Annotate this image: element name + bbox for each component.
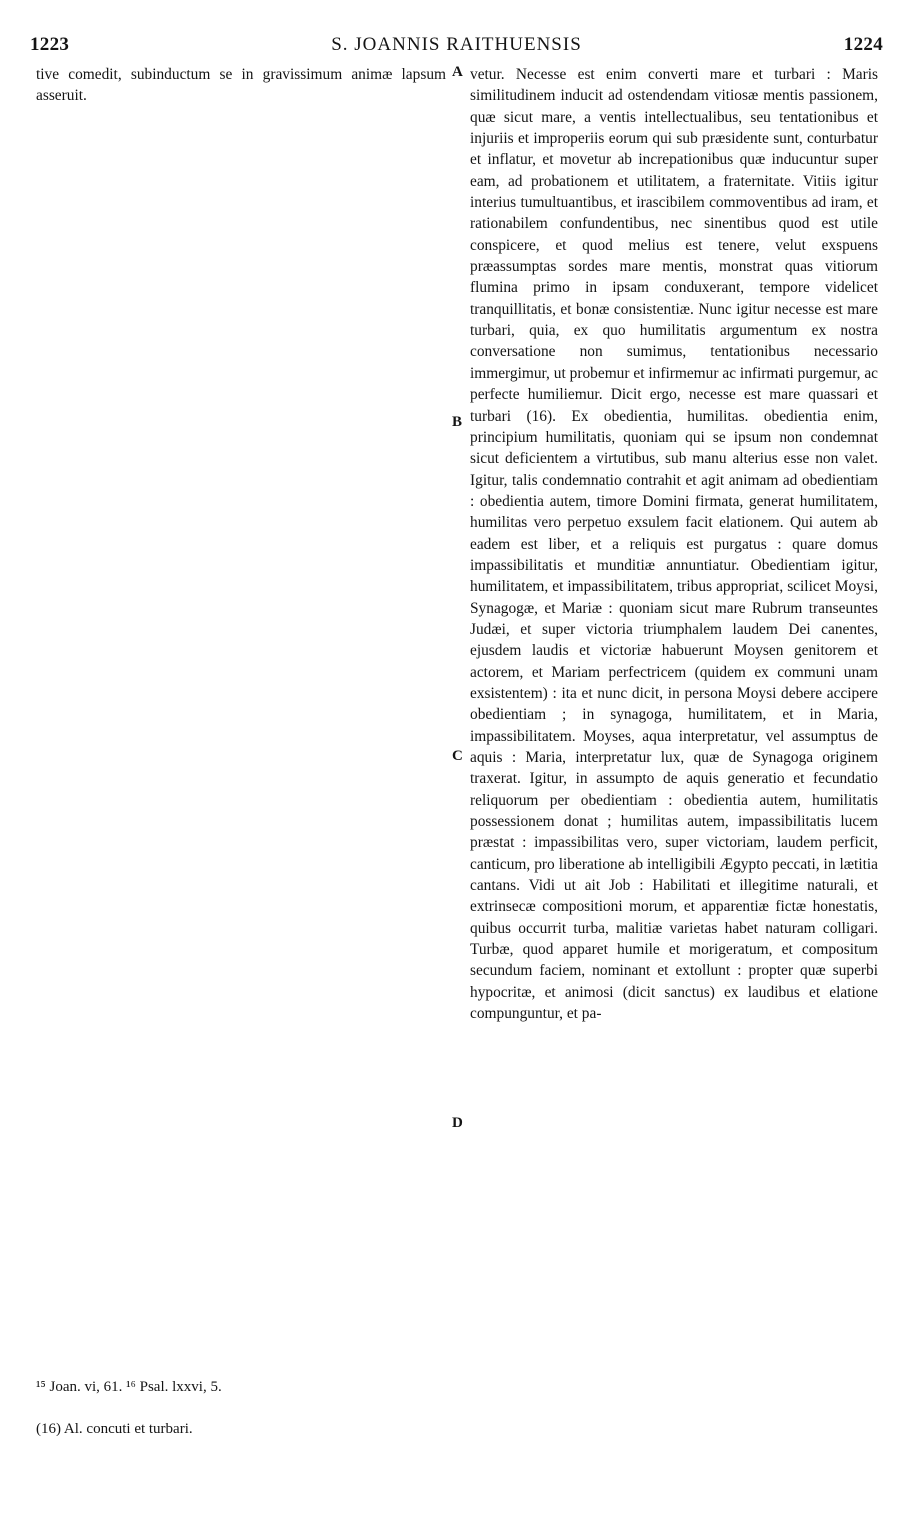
page-header: [30, 34, 883, 64]
variant-footnote: (16) Al. concuti et turbari.: [36, 1421, 193, 1437]
left-column: [36, 64, 446, 107]
left-paragraph-1: tive comedit, subinductum se in gravissimum animæ lapsum asseruit.: [36, 66, 446, 105]
margin-letter-a: A: [452, 64, 463, 80]
margin-letter-c: C: [452, 748, 463, 764]
page-number-right: 1224: [843, 34, 883, 55]
right-column: [470, 64, 878, 1024]
page-number-left: 1223: [30, 34, 70, 55]
margin-letter-d: D: [452, 1115, 463, 1131]
right-paragraph-1: vetur. Necesse est enim converti mare et turbari : Maris similitudinem inducit ad ostendendam vitiosæ mentis passionem, quæ sicut mare, a ventis intellectualibus, seu tentationibus et injuriis et improperiis eorum qui sub præsidente sunt, conturbatur et inflatur, et movetur ab increpationibus quæ inducuntur super eam, ad probationem et utilitatem, a fraternitate. Vitiis igitur interius tumultuantibus, et irascibilem commoventibus ad iram, et rationabilem confundentibus, nec sinentibus quod est utile conspicere, et quod melius est tenere, velut exspuens præassumptas sordes mare mentis, monstrat quas vitiorum flumina primo in ipsam conduxerant, tempore videlicet tranquillitatis, et bonæ consistentiæ. Nunc igitur necesse est mare turbari, quia, ex quo humilitatis argumentum ex nostra conversatione non sumimus, tentationibus necessario immergimur, ut probemur et infirmemur ac infirmati purgemur, ac perfecte humiliemur. Dicit ergo, necesse est mare quassari et turbari (16). Ex obedientia, humilitas. obedientia enim, principium humilitatis, quoniam qui se ipsum non condemnat sicut deficientem a virtutibus, sub manu alterius esse non valet. Igitur, talis condemnatio contrahit et agit animam ad obedientiam : obedientia autem, timore Domini firmata, generat humilitatem, humilitas vero perpetuo exsulem facit elationem. Qui autem ab eadem est liber, et a reliquis est purgatus : quare domus impassibilitatis et munditiæ annuntiatur. Obedientiam igitur, humilitatem, et impassibilitatem, tribus appropriat, scilicet Moysi, Synagogæ, et Mariæ : quoniam sicut mare Rubrum transeuntes Judæi, et super victoria triumphalem laudem Dei canentes, ejusdem laudis et victoriæ habuerunt Moysen genitorem et actorem, et Mariam perfectricem (quidem ex communi unam exsistentem) : ita et nunc dicit, in persona Moysi debere accipere obedientiam ; in synagoga, humilitatem, et in Maria, impassibilitatem. Moyses, aqua interpretatur, vel assumptus de aquis : Maria, interpretatur lux, quæ de Synagoga originem traxerat. Igitur, in assumpto de aquis generatio et fecundatio reliquorum per obedientiam : obedientia autem, humilitatis possessionem donat ; humilitas autem, impassibilitatis lucem præstat : impassibilitas vero, super victoriam, laudem perficit, canticum, pro liberatione ab intelligibili Ægypto peccati, in lætitia cantans. Vidi ut ait Job : Habilitati et illegitime naturali, et extrinsecæ compositioni morum, et apparentiæ fictæ honestatis, quibus occurrit turba, malitiæ varietas habet naturam colligari. Turbæ, quod apparet humile et morigeratum, et compositum secundum faciem, nominant et extollunt : propter quæ superbi hypocritæ, et animosi (dicit sanctus) ex laudibus et elatione compunguntur, et pa-: [470, 66, 878, 1023]
scripture-footnotes: ¹⁵ Joan. vi, 61. ¹⁶ Psal. lxxvi, 5.: [36, 1379, 222, 1395]
margin-letter-b: B: [452, 414, 463, 430]
running-title: S. JOANNIS RAITHUENSIS: [331, 34, 582, 55]
